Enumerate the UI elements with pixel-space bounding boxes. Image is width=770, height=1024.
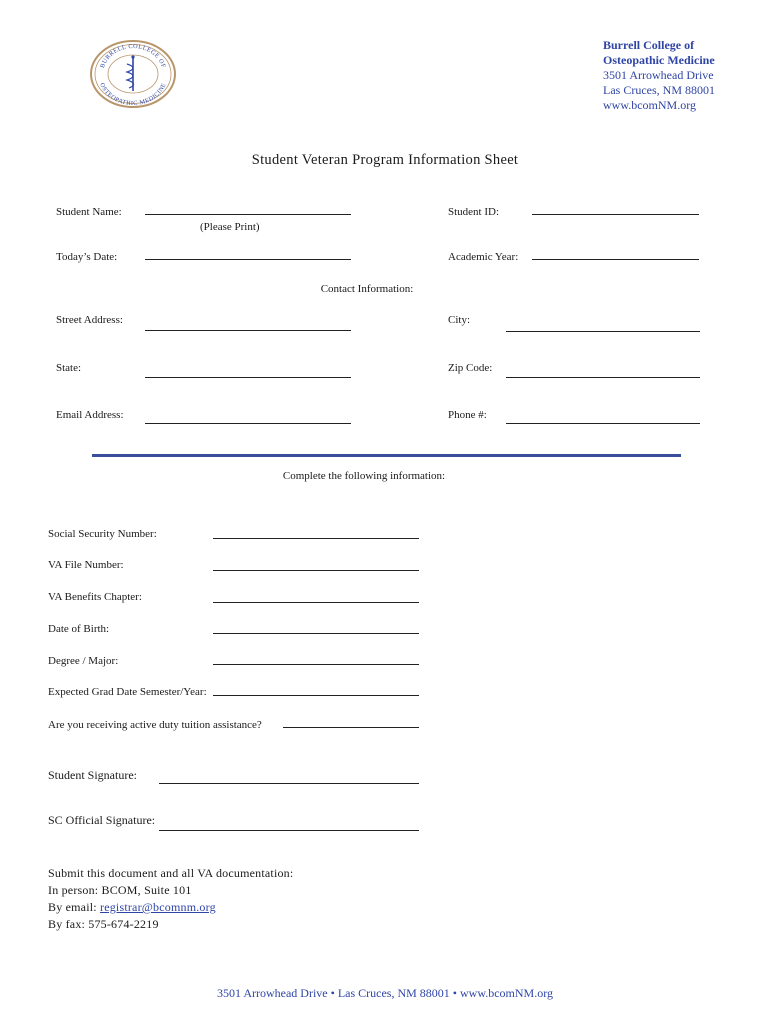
org-name-line1: Burrell College of bbox=[603, 38, 695, 52]
expected-grad-date-field[interactable] bbox=[213, 695, 419, 696]
submit-by-fax: By fax: 575-674-2219 bbox=[48, 917, 159, 931]
va-benefits-chapter-label: VA Benefits Chapter: bbox=[48, 591, 142, 603]
student-signature-field[interactable] bbox=[159, 783, 419, 784]
registrar-email-link[interactable]: registrar@bcomnm.org bbox=[100, 900, 216, 914]
please-print-note: (Please Print) bbox=[200, 221, 260, 233]
email-address-label: Email Address: bbox=[56, 409, 124, 421]
org-name-line2: Osteopathic Medicine bbox=[603, 53, 715, 67]
submit-heading: Submit this document and all VA documentation: bbox=[48, 866, 294, 880]
va-file-number-label: VA File Number: bbox=[48, 559, 124, 571]
state-label: State: bbox=[56, 362, 82, 374]
org-address-line2: Las Cruces, NM 88001 bbox=[603, 83, 715, 97]
city-field[interactable] bbox=[506, 331, 700, 332]
organization-address-block bbox=[603, 38, 715, 113]
degree-major-field[interactable] bbox=[213, 664, 419, 665]
student-id-label: Student ID: bbox=[448, 206, 500, 218]
academic-year-label: Academic Year: bbox=[448, 251, 519, 263]
student-name-field[interactable] bbox=[145, 214, 351, 215]
tuition-assistance-label: Are you receiving active duty tuition assistance? bbox=[48, 719, 262, 731]
email-address-field[interactable] bbox=[145, 423, 351, 424]
va-benefits-chapter-field[interactable] bbox=[213, 602, 419, 603]
date-of-birth-field[interactable] bbox=[213, 633, 419, 634]
city-label: City: bbox=[448, 314, 471, 326]
state-field[interactable] bbox=[145, 377, 351, 378]
street-address-label: Street Address: bbox=[56, 314, 123, 326]
todays-date-field[interactable] bbox=[145, 259, 351, 260]
date-of-birth-label: Date of Birth: bbox=[48, 623, 110, 635]
submit-by-email-prefix: By email: bbox=[48, 900, 100, 914]
va-file-number-field[interactable] bbox=[213, 570, 419, 571]
zip-code-field[interactable] bbox=[506, 377, 700, 378]
page-footer: 3501 Arrowhead Drive • Las Cruces, NM 88001 • www.bcomNM.org bbox=[216, 986, 554, 1000]
todays-date-label: Today’s Date: bbox=[56, 251, 118, 263]
ssn-field[interactable] bbox=[213, 538, 419, 539]
expected-grad-date-label: Expected Grad Date Semester/Year: bbox=[48, 686, 207, 698]
submit-in-person: In person: BCOM, Suite 101 bbox=[48, 883, 192, 897]
org-website[interactable]: www.bcomNM.org bbox=[603, 98, 696, 112]
student-signature-label: Student Signature: bbox=[48, 768, 137, 782]
official-signature-label: SC Official Signature: bbox=[48, 813, 156, 827]
street-address-field[interactable] bbox=[145, 330, 351, 331]
complete-info-heading: Complete the following information: bbox=[282, 470, 446, 482]
academic-year-field[interactable] bbox=[532, 259, 699, 260]
student-name-label: Student Name: bbox=[56, 206, 122, 218]
zip-code-label: Zip Code: bbox=[448, 362, 493, 374]
degree-major-label: Degree / Major: bbox=[48, 655, 119, 667]
tuition-assistance-field[interactable] bbox=[283, 727, 419, 728]
phone-label: Phone #: bbox=[448, 409, 487, 421]
logo-ring-text-bottom: OSTEOPATHIC MEDICINE bbox=[98, 81, 168, 108]
ssn-label: Social Security Number: bbox=[48, 528, 157, 540]
section-divider bbox=[92, 454, 681, 457]
student-id-field[interactable] bbox=[532, 214, 699, 215]
submit-by-email bbox=[48, 900, 216, 915]
contact-info-heading: Contact Information: bbox=[320, 283, 414, 295]
official-signature-field[interactable] bbox=[159, 830, 419, 831]
org-address-line1: 3501 Arrowhead Drive bbox=[603, 68, 714, 82]
logo-ring-text-top: BURRELL COLLEGE OF bbox=[98, 42, 168, 69]
form-title: Student Veteran Program Information Sheet bbox=[251, 152, 519, 168]
phone-field[interactable] bbox=[506, 423, 700, 424]
college-seal-logo bbox=[89, 38, 177, 108]
